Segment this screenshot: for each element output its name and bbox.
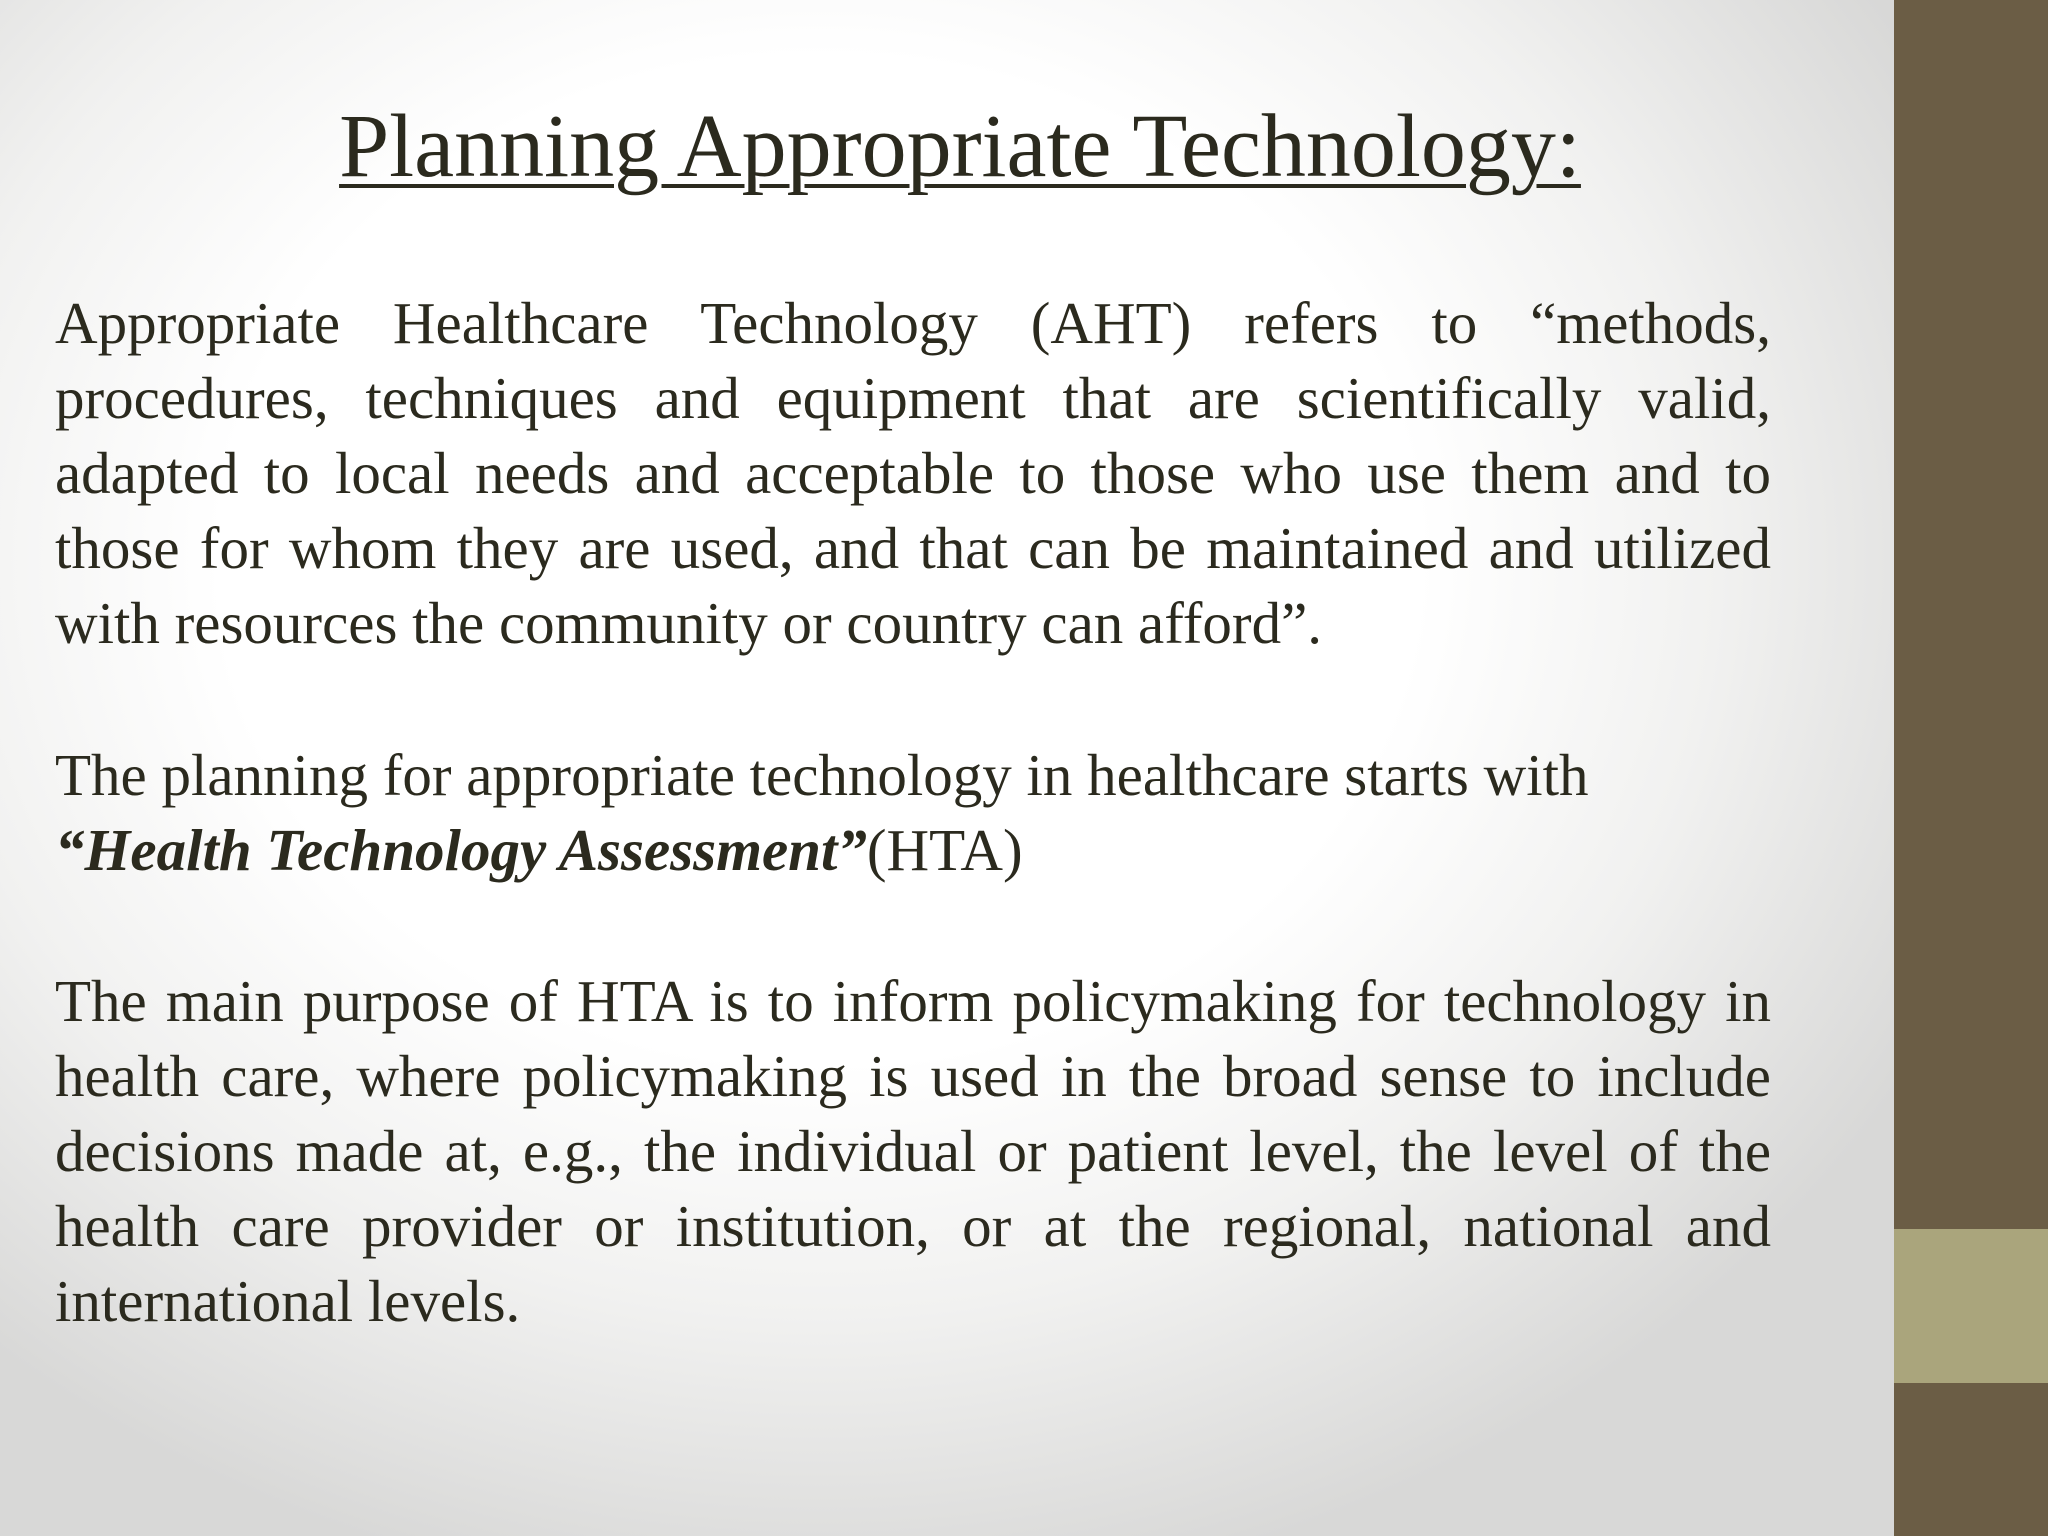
slide-title: Planning Appropriate Technology: xyxy=(339,97,1581,196)
sidebar-accent-block xyxy=(1894,1229,2048,1383)
hta-purpose-paragraph: The main purpose of HTA is to inform policymaking for technology in health care, where policymaking is used in the broad sense to include decisions made at, e.g., the individual or patient level, the level of the health care provider or institution, or at the regional, national and international levels. xyxy=(55,968,1771,1334)
planning-paragraph xyxy=(55,738,1771,888)
hta-emphasis: “Health Technology Assessment” xyxy=(55,817,867,883)
aht-definition-paragraph: Appropriate Healthcare Technology (AHT) refers to “methods, procedures, techniques and equipment that are scientifically valid, adapted to local needs and acceptable to those who use them and to those for whom they are used, and that can be maintained and utilized with resources the community or country can afford”. xyxy=(55,290,1771,656)
hta-abbreviation: (HTA) xyxy=(866,817,1023,883)
planning-text: The planning for appropriate technology in healthcare starts with xyxy=(55,742,1589,808)
